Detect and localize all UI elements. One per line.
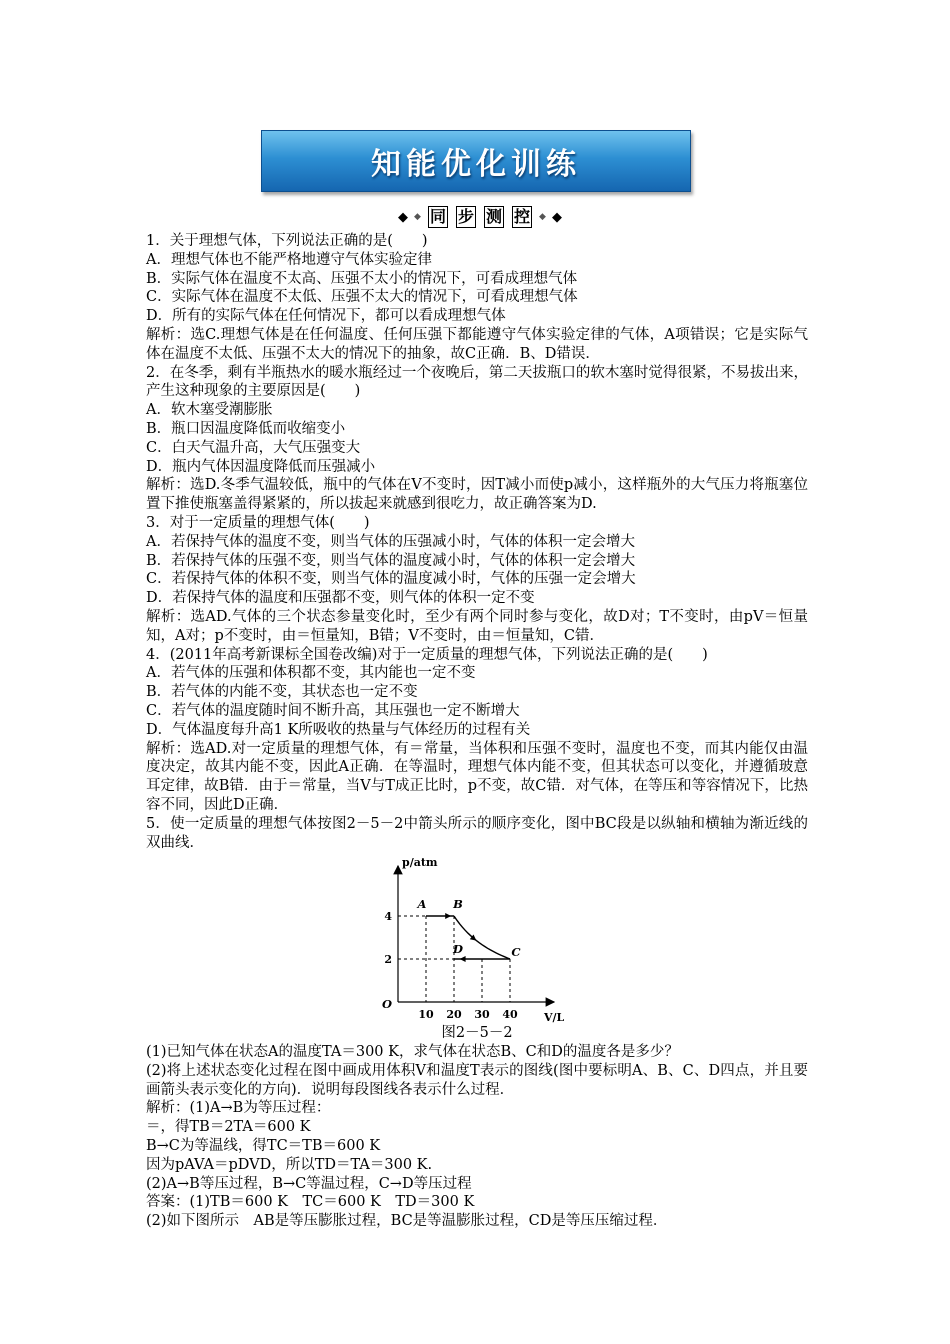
option-a: A．若保持气体的温度不变，则当气体的压强减小时，气体的体积一定会增大 [146,533,635,550]
solution-line: ＝，得TB＝2TA＝600 K [146,1119,311,1136]
point-label-c: C [511,945,521,960]
pv-diagram-figure [146,856,808,1024]
figure-caption: 图2－5－2 [441,1025,513,1042]
question-3: 3．对于一定质量的理想气体( ) [146,514,370,531]
y-tick-label: 4 [384,910,392,924]
point-label-b: B [453,897,463,912]
option-b: B．若保持气体的压强不变，则当气体的温度减小时，气体的体积一定会增大 [146,552,636,569]
option-b: B．瓶口因温度降低而收缩变小 [146,420,346,437]
point-label-a: A [417,897,427,912]
diamond-small-icon: ◆ [414,211,421,222]
question-4: 4．(2011年高考新课标全国卷改编)对于一定质量的理想气体，下列说法正确的是( ) [146,646,708,663]
option-d: D．所有的实际气体在任何情况下，都可以看成理想气体 [146,308,506,325]
answer-line: (2)如下图所示 AB是等压膨胀过程，BC是等温膨胀过程，CD是等压压缩过程． [146,1213,668,1230]
subheading [380,205,580,229]
explanation-3: 解析：选AD.气体的三个状态参量变化时，至少有两个同时参与变化，故D对；T不变时，由pV＝恒量知，A对；p不变时，由＝恒量知，B错；V不变时，由＝恒量知，C错． [146,608,808,644]
explanation-2: 解析：选D.冬季气温较低，瓶中的气体在V不变时，因T减小而使p减小，这样瓶外的大气压力将瓶塞位置下推使瓶塞盖得紧紧的，所以拔起来就感到很吃力，故正确答案为D. [146,477,808,513]
question-1: 1．关于理想气体，下列说法正确的是( ) [146,233,428,249]
diamond-icon: ◆ [398,209,409,225]
point-label-d: D [453,942,463,957]
origin-label: O [382,997,393,1012]
subheading-char: 步 [457,207,474,226]
option-b: B．若气体的内能不变，其状态也一定不变 [146,684,418,701]
pv-diagram [368,856,568,1024]
subheading-char: 控 [514,207,531,226]
subheading-char: 同 [429,207,446,226]
sub-question-1: (1)已知气体在状态A的温度TA＝300 K，求气体在状态B、C和D的温度各是多少？ [146,1044,679,1061]
question-2: 2．在冬季，剩有半瓶热水的暖水瓶经过一个夜晚后，第二天拔瓶口的软木塞时觉得很紧，不易拔出来，产生这种现象的主要原因是( ) [146,364,808,400]
arrow-ab-icon [445,913,451,919]
option-c: C．实际气体在温度不太低、压强不太大的情况下，可看成理想气体 [146,289,578,306]
solution-line: 因为pAVA＝pDVD，所以TD＝TA＝300 K. [146,1156,433,1173]
solution-line: B→C为等温线，得TC＝TB＝600 K [146,1138,381,1155]
x-tick-label: 10 [418,1008,434,1022]
explanation-1: 解析：选C.理想气体是在任何温度、任何压强下都能遵守气体实验定律的气体，A项错误；它是实际气体在温度不太低、压强不太大的情况下的抽象，故C正确．B、D错误． [146,326,808,362]
option-d: D．瓶内气体因温度降低而压强减小 [146,458,376,475]
x-axis-label: V/L [544,1011,565,1025]
option-c: C．若保持气体的体积不变，则当气体的温度减小时，气体的压强一定会增大 [146,571,636,588]
option-c: C．若气体的温度随时间不断升高，其压强也一定不断增大 [146,702,520,719]
subheading-char: 测 [486,207,503,226]
x-tick-label: 30 [474,1008,490,1022]
option-c: C．白天气温升高，大气压强变大 [146,439,361,456]
x-tick-label: 20 [446,1008,462,1022]
sub-question-2: (2)将上述状态变化过程在图中画成用体积V和温度T表示的图线(图中要标明A、B、C、D四点，并且要画箭头表示变化的方向)．说明每段图线各表示什么过程． [146,1062,808,1098]
option-d: D．气体温度每升高1 K所吸收的热量与气体经历的过程有关 [146,721,531,738]
y-axis-label: p/atm [402,856,438,870]
explanation-4: 解析：选AD.对一定质量的理想气体，有＝常量，当体积和压强不变时，温度也不变，而其内能仅由温度决定，故其内能不变，因此A正确．在等温时，理想气体内能不变，但其状态可以变化，并遵循玻意耳定律，故B错．由于＝常量，当V与T成正比时，p不变，故C错．对气体，在等压和等容情况下，比热容不同，因此D正确． [146,740,808,813]
option-a: A．若气体的压强和体积都不变，其内能也一定不变 [146,665,476,682]
question-5: 5．使一定质量的理想气体按图2－5－2中箭头所示的顺序变化，图中BC段是以纵轴和横轴为渐近线的双曲线． [146,815,808,851]
x-tick-label: 40 [502,1008,518,1022]
diamond-icon: ◆ [551,209,562,225]
diamond-small-icon: ◆ [539,211,546,222]
solution-line: 解析：(1)A→B为等压过程： [146,1100,331,1117]
solution-line: (2)A→B等压过程，B→C等温过程，C→D等压过程 [146,1175,472,1192]
document-body [146,232,808,1231]
option-b: B．实际气体在温度不太高、压强不太小的情况下，可看成理想气体 [146,270,578,287]
arrow-cd-icon [460,956,466,962]
section-title-banner [261,130,691,192]
option-a: A．理想气体也不能严格地遵守气体实验定律 [146,251,432,268]
section-title: 知能优化训练 [371,147,581,182]
y-tick-label: 2 [384,953,392,967]
answer-line: 答案：(1)TB＝600 K TC＝600 K TD＝300 K [146,1194,475,1211]
option-d: D．若保持气体的温度和压强都不变，则气体的体积一定不变 [146,590,535,607]
option-a: A．软木塞受潮膨胀 [146,402,273,419]
